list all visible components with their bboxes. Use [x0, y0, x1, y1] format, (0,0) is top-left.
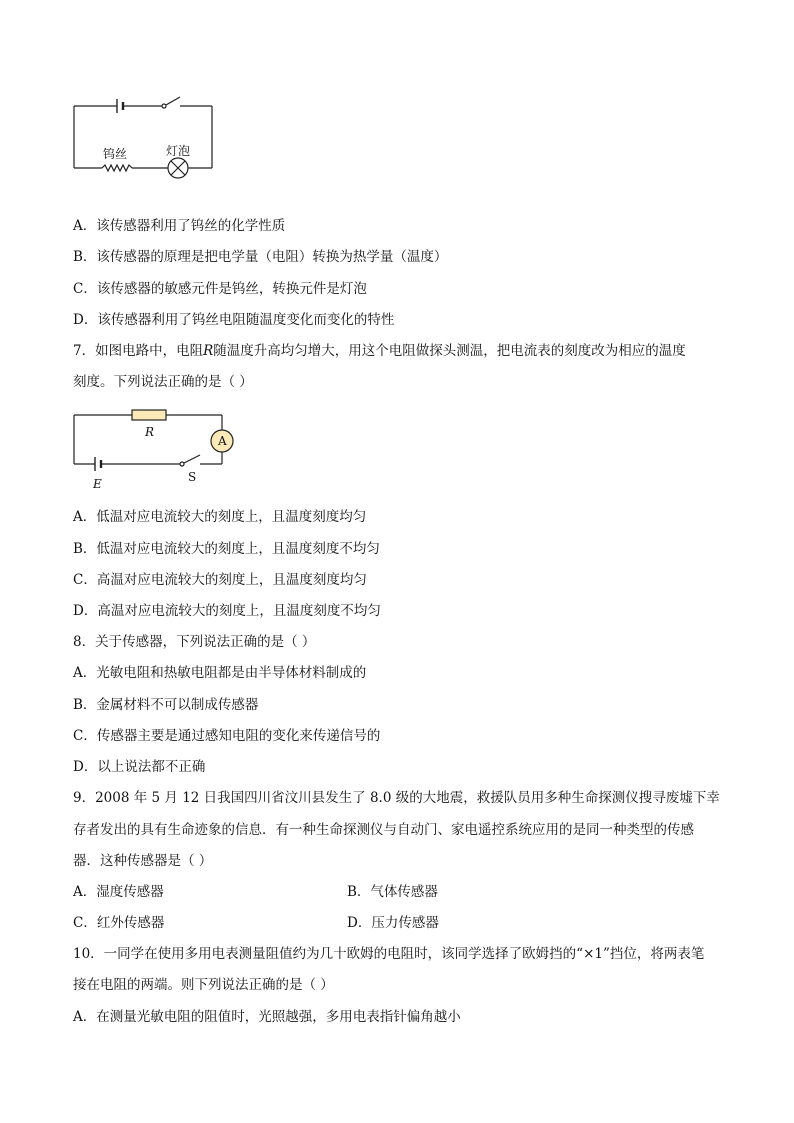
- q6-option-d: D．该传感器利用了钨丝电阻随温度变化而变化的特性: [73, 312, 395, 328]
- q8-stem: 8．关于传感器，下列说法正确的是（ ）: [73, 634, 316, 650]
- battery-label: E: [93, 477, 102, 491]
- q9-stem-line1: 9．2008 年 5 月 12 日我国四川省汶川县发生了 8.0 级的大地震，救援队员用多种生命探测仪搜寻废墟下幸: [73, 790, 720, 806]
- q7-option-d: D．高温对应电流较大的刻度上，且温度刻度不均匀: [73, 603, 381, 619]
- q8-option-a: A．光敏电阻和热敏电阻都是由半导体材料制成的: [73, 665, 367, 681]
- q10-option-a: A．在测量光敏电阻的阻值时，光照越强，多用电表指针偏角越小: [73, 1009, 461, 1025]
- q10-stem-line2: 接在电阻的两端。则下列说法正确的是（ ）: [73, 977, 334, 993]
- tungsten-circuit-diagram: [70, 90, 230, 180]
- q6-option-b: B．该传感器的原理是把电学量（电阻）转换为热学量（温度）: [73, 249, 448, 265]
- q10-stem-line1: 10．一同学在使用多用电表测量阻值约为几十欧姆的电阻时，该同学选择了欧姆挡的“×1”挡位，将两表笔: [73, 946, 705, 962]
- q8-option-b: B．金属材料不可以制成传感器: [73, 697, 259, 713]
- q9-stem-line2: 存者发出的具有生命迹象的信息．有一种生命探测仪与自动门、家电遥控系统应用的是同一种类型的传感: [73, 822, 694, 838]
- q8-option-c: C．传感器主要是通过感知电阻的变化来传递信号的: [73, 728, 381, 744]
- resistor-label: R: [145, 425, 155, 439]
- q8-option-d: D．以上说法都不正确: [73, 759, 206, 775]
- q7-stem-b: 随温度升高均匀增大，用这个电阻做探头测温，把电流表的刻度改为相应的温度: [213, 343, 686, 359]
- q6-option-c: C．该传感器的敏感元件是钨丝，转换元件是灯泡: [73, 281, 367, 297]
- tungsten-label: 钨丝: [103, 147, 128, 161]
- q7-option-b: B．低温对应电流较大的刻度上，且温度刻度不均匀: [73, 541, 380, 557]
- ammeter-label: A: [218, 434, 227, 448]
- q7-stem-line1: [73, 341, 686, 361]
- q7-option-a: A．低温对应电流较大的刻度上，且温度刻度均匀: [73, 509, 367, 525]
- q9-stem-line3: 器．这种传感器是（ ）: [73, 853, 213, 869]
- bulb-label: 灯泡: [166, 144, 191, 158]
- switch-label: S: [188, 470, 197, 484]
- q6-option-a: A．该传感器利用了钨丝的化学性质: [73, 218, 286, 234]
- q7-stem-a: 7．如图电路中，电阻: [73, 343, 204, 359]
- q9-option-b: B．气体传感器: [347, 884, 438, 900]
- q7-option-c: C．高温对应电流较大的刻度上，且温度刻度均匀: [73, 572, 367, 588]
- q7-stem-line2: 刻度。下列说法正确的是（ ）: [73, 374, 253, 390]
- q7-stem-r: R: [203, 343, 214, 359]
- q9-option-a: A．湿度传感器: [73, 884, 164, 900]
- q9-option-c: C．红外传感器: [73, 915, 165, 931]
- q9-option-d: D．压力传感器: [347, 915, 439, 931]
